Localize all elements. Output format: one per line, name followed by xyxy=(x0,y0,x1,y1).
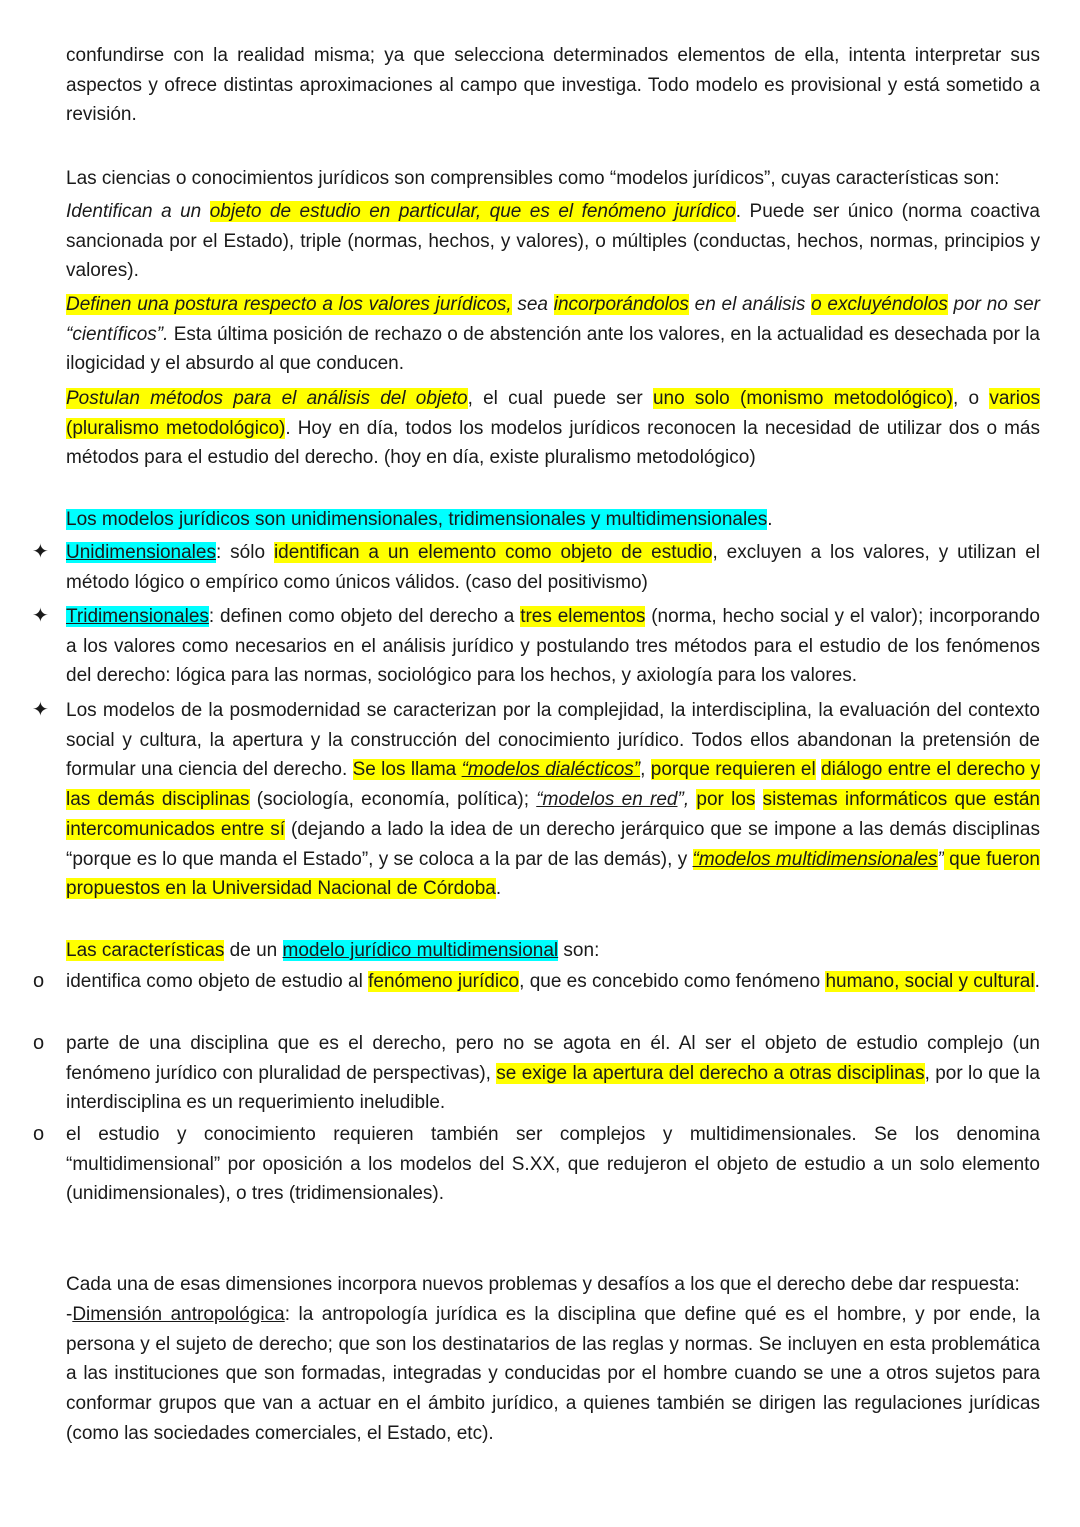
multi-intro: Las características de un modelo jurídico multidimensional son: xyxy=(66,940,600,961)
circle-bullet-icon: o xyxy=(33,1123,45,1145)
circle-bullet-icon: o xyxy=(33,970,45,992)
models-intro: Las ciencias o conocimientos jurídicos son comprensibles como “modelos jurídicos”, cuyas características son: xyxy=(66,168,1000,189)
types-intro: Los modelos jurídicos son unidimensionales, tridimensionales y multidimensionales. xyxy=(66,509,773,530)
star-bullet-icon: ✦ xyxy=(32,605,49,627)
dimensions-intro: Cada una de esas dimensiones incorpora nuevos problemas y desafíos a los que el derecho debe dar respuesta: xyxy=(66,1274,1020,1295)
star-bullet-icon: ✦ xyxy=(32,699,49,721)
star-bullet-icon: ✦ xyxy=(32,541,49,563)
multi-item: parte de una disciplina que es el derecho, pero no se agota en él. Al ser el objeto de estudio complejo (un fenómeno jurídico con pluralidad de perspectivas), se exige la apertura del derecho a otras disciplinas, por lo que la interdisciplina es un requerimiento ineludible. xyxy=(66,1033,1040,1114)
intro-paragraph: confundirse con la realidad misma; ya que selecciona determinados elementos de ella, intenta interpretar sus aspectos y ofrece distintas aproximaciones al campo que investiga. Todo modelo es provisional y está sometido a revisión. xyxy=(66,45,1040,126)
multi-item: el estudio y conocimiento requieren también ser complejos y multidimensionales. Se los denomina “multidimensional” por oposición a los modelos del S.XX, que redujeron el objeto de estudio a un solo elemento (unidimensionales), o tres (tridimensionales). xyxy=(66,1124,1040,1205)
characteristic-item: Identifican a un objeto de estudio en particular, que es el fenómeno jurídico. Puede ser único (norma coactiva sancionada por el Estado), triple (normas, hechos, y valores), o múltiples (conductas, hechos, normas, principios y valores). xyxy=(66,201,1041,282)
characteristic-item: Postulan métodos para el análisis del objeto, el cual puede ser uno solo (monismo metodológico), o varios (pluralismo metodológico). Hoy en día, todos los modelos jurídicos reconocen la necesidad de utilizar dos o más métodos para el estudio del derecho. (hoy en día, existe pluralismo metodológico) xyxy=(66,388,1041,469)
type-item: Unidimensionales: sólo identifican a un elemento como objeto de estudio, excluyen a los valores, y utilizan el método lógico o empírico como únicos válidos. (caso del positivismo) xyxy=(66,542,1040,593)
type-item: Tridimensionales: definen como objeto del derecho a tres elementos (norma, hecho social y el valor); incorporando a los valores como necesarios en el análisis jurídico y postulando tres métodos para el estudio de los fenómenos del derecho: lógica para las normas, sociológico para los hechos, y axiología para los valores. xyxy=(66,606,1040,687)
characteristic-item: Definen una postura respecto a los valores jurídicos, sea incorporándolos en el análisis o excluyéndolos por no ser “científicos”. Esta última posición de rechazo o de abstención ante los valores, en la actualidad es desechada por la ilogicidad y el absurdo al que conducen. xyxy=(66,294,1040,375)
dimension-anthropological: -Dimensión antropológica: la antropología jurídica es la disciplina que define qué es el hombre, y por ende, la persona y el sujeto de derecho; que son los destinatarios de las reglas y normas. Se incluyen en esta problemática a las instituciones que son formadas, integradas y conducidas por el hombre cuando se une a otros sujetos para conformar grupos que van a actuar en el ámbito jurídico, a quienes también se dirigen las regulaciones jurídicas (como las sociedades comerciales, el Estado, etc). xyxy=(66,1304,1041,1444)
type-item: Los modelos de la posmodernidad se caracterizan por la complejidad, la interdisciplina, la evaluación del contexto social y cultura, la apertura y la construcción del conocimiento jurídico. Todos ellos abandonan la pretensión de formular una ciencia del derecho. Se los llama “modelos dialécticos”, porque requieren el diálogo entre el derecho y las demás disciplinas (sociología, economía, política); “modelos en red”, por los sistemas informáticos que están intercomunicados entre sí (dejando a lado la idea de un derecho jerárquico que se impone a las demás disciplinas “porque es lo que manda el Estado”, y se coloca a la par de las demás), y “modelos multidimensionales” que fueron propuestos en la Universidad Nacional de Córdoba. xyxy=(66,700,1041,900)
circle-bullet-icon: o xyxy=(33,1032,45,1054)
multi-item: identifica como objeto de estudio al fenómeno jurídico, que es concebido como fenómeno humano, social y cultural. xyxy=(66,971,1040,992)
